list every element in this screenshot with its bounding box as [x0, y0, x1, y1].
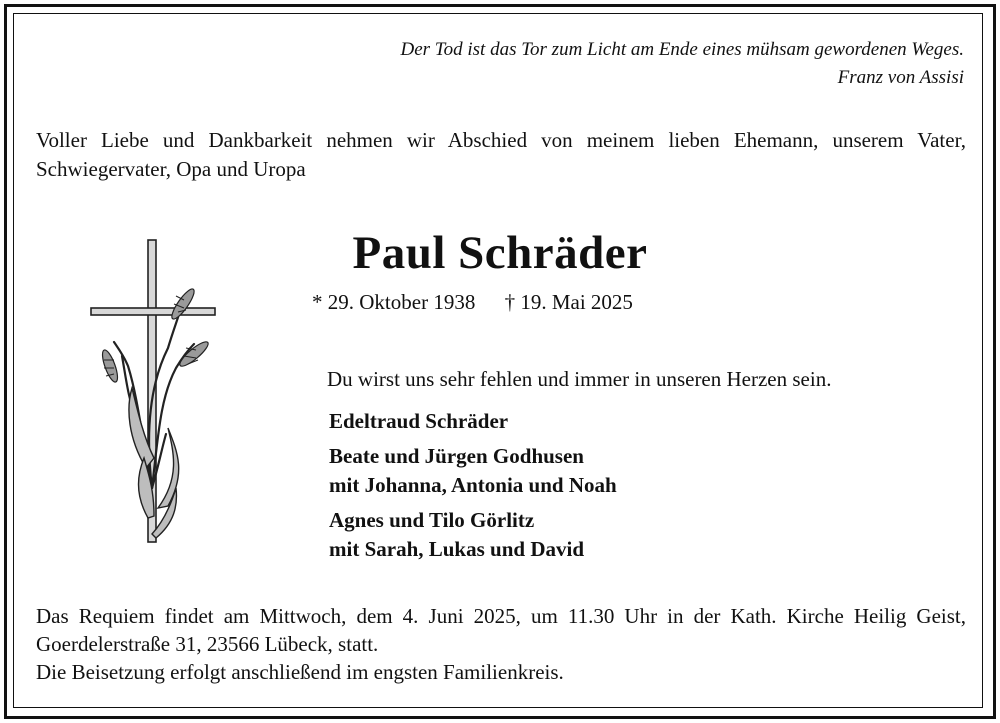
death-date: † 19. Mai 2025	[504, 290, 633, 314]
intro-text: Voller Liebe und Dankbarkeit nehmen wir Abschied von meinem lieben Ehemann, unserem Vater, Schwiegervater, Opa und Uropa	[36, 128, 966, 181]
deceased-name: Paul Schräder	[352, 227, 648, 279]
epigraph	[401, 36, 965, 92]
mourner-line: mit Sarah, Lukas und David	[329, 537, 585, 561]
epigraph-author: Franz von Assisi	[837, 67, 964, 88]
farewell-line: Du wirst uns sehr fehlen und immer in unseren Herzen sein.	[327, 367, 832, 391]
birth-date: * 29. Oktober 1938	[312, 290, 476, 314]
epigraph-text: Der Tod ist das Tor zum Licht am Ende eines mühsam gewordenen Weges.	[400, 39, 964, 60]
life-dates	[312, 287, 633, 317]
mourner-line: Edeltraud Schräder	[329, 409, 509, 433]
service-info	[36, 602, 966, 686]
mourner-line: Beate und Jürgen Godhusen	[329, 444, 584, 468]
mourner-group	[329, 442, 617, 500]
mourner-line: Agnes und Tilo Görlitz	[329, 508, 535, 532]
requiem-text: Das Requiem findet am Mittwoch, dem 4. Juni 2025, um 11.30 Uhr in der Kath. Kirche Heilig Geist, Goerdelerstraße 31, 23566 Lübeck, statt.	[36, 604, 966, 656]
mourner-line: mit Johanna, Antonia und Noah	[329, 473, 617, 497]
mourners-list	[329, 407, 617, 570]
cross-with-wheat-icon	[88, 238, 220, 548]
mourner-group	[329, 407, 617, 436]
burial-text: Die Beisetzung erfolgt anschließend im engsten Familienkreis.	[36, 660, 564, 684]
mourner-group	[329, 506, 617, 564]
